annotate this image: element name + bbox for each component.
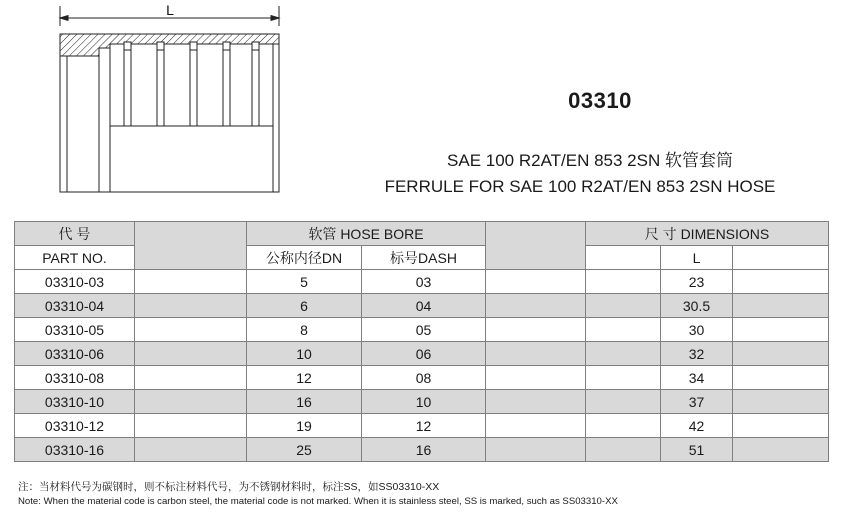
- table-row: [15, 438, 829, 462]
- header-blank: [733, 246, 829, 270]
- spec-table: [14, 221, 829, 462]
- blank-cell: [586, 438, 661, 462]
- dash-cell: 06: [362, 342, 486, 366]
- blank-cell: [135, 414, 247, 438]
- ferrule-body: [60, 34, 279, 192]
- dimension-label: L: [166, 2, 174, 18]
- header-dash: 标号DASH: [362, 246, 486, 270]
- length-cell: 42: [661, 414, 733, 438]
- blank-cell: [486, 438, 586, 462]
- header-blank: [486, 222, 586, 270]
- dn-cell: 16: [247, 390, 362, 414]
- dn-cell: 8: [247, 318, 362, 342]
- table-row: [15, 318, 829, 342]
- length-cell: 23: [661, 270, 733, 294]
- length-cell: 37: [661, 390, 733, 414]
- blank-cell: [586, 366, 661, 390]
- length-cell: 32: [661, 342, 733, 366]
- notes: [18, 480, 828, 509]
- blank-cell: [135, 294, 247, 318]
- blank-cell: [486, 270, 586, 294]
- part-no-cell: 03310-16: [15, 438, 135, 462]
- blank-cell: [486, 390, 586, 414]
- header-part-no-cn: 代 号: [15, 222, 135, 246]
- blank-cell: [733, 438, 829, 462]
- blank-cell: [486, 414, 586, 438]
- title-chinese: SAE 100 R2AT/EN 853 2SN 软管套筒: [447, 151, 733, 170]
- part-no-cell: 03310-12: [15, 414, 135, 438]
- blank-cell: [486, 294, 586, 318]
- header-part-no-en: PART NO.: [15, 246, 135, 270]
- blank-cell: [486, 366, 586, 390]
- length-cell: 34: [661, 366, 733, 390]
- blank-cell: [586, 270, 661, 294]
- header-dn: 公称内径DN: [247, 246, 362, 270]
- ferrule-drawing: [40, 0, 300, 200]
- blank-cell: [135, 438, 247, 462]
- dn-cell: 19: [247, 414, 362, 438]
- note-english: Note: When the material code is carbon steel, the material code is not marked. When it is stainless steel, SS is marked, such as SS03310-XX: [18, 496, 618, 507]
- table-row: [15, 294, 829, 318]
- blank-cell: [135, 366, 247, 390]
- dn-cell: 6: [247, 294, 362, 318]
- blank-cell: [733, 414, 829, 438]
- table-row: [15, 366, 829, 390]
- blank-cell: [586, 294, 661, 318]
- blank-cell: [486, 342, 586, 366]
- blank-cell: [733, 342, 829, 366]
- header-blank: [586, 246, 661, 270]
- note-chinese: 注：当材料代号为碳钢时，则不标注材料代号，为不锈钢材料时，标注SS，如SS03310-XX: [18, 481, 440, 493]
- table-row: [15, 342, 829, 366]
- dn-cell: 12: [247, 366, 362, 390]
- dash-cell: 03: [362, 270, 486, 294]
- dn-cell: 10: [247, 342, 362, 366]
- dash-cell: 05: [362, 318, 486, 342]
- part-no-cell: 03310-04: [15, 294, 135, 318]
- blank-cell: [733, 390, 829, 414]
- dash-cell: 16: [362, 438, 486, 462]
- table-row: [15, 390, 829, 414]
- part-no-cell: 03310-03: [15, 270, 135, 294]
- blank-cell: [733, 366, 829, 390]
- header-l: L: [661, 246, 733, 270]
- blank-cell: [586, 414, 661, 438]
- header-row-1: [15, 222, 829, 246]
- part-no-cell: 03310-06: [15, 342, 135, 366]
- part-no-cell: 03310-08: [15, 366, 135, 390]
- blank-cell: [586, 342, 661, 366]
- table-row: [15, 414, 829, 438]
- blank-cell: [733, 318, 829, 342]
- blank-cell: [586, 390, 661, 414]
- table-row: [15, 270, 829, 294]
- blank-cell: [733, 270, 829, 294]
- dash-cell: 10: [362, 390, 486, 414]
- blank-cell: [486, 318, 586, 342]
- dn-cell: 25: [247, 438, 362, 462]
- wall-section: [60, 34, 279, 56]
- dn-cell: 5: [247, 270, 362, 294]
- blank-cell: [135, 342, 247, 366]
- dash-cell: 08: [362, 366, 486, 390]
- title-english: FERRULE FOR SAE 100 R2AT/EN 853 2SN HOSE: [384, 177, 776, 196]
- part-code: 03310: [568, 88, 632, 113]
- blank-cell: [586, 318, 661, 342]
- length-cell: 51: [661, 438, 733, 462]
- blank-cell: [135, 318, 247, 342]
- header-dimensions: 尺 寸 DIMENSIONS: [586, 222, 829, 246]
- length-cell: 30.5: [661, 294, 733, 318]
- blank-cell: [733, 294, 829, 318]
- blank-cell: [135, 390, 247, 414]
- header-blank: [135, 222, 247, 270]
- header-hose-bore: 软管 HOSE BORE: [247, 222, 486, 246]
- dash-cell: 04: [362, 294, 486, 318]
- blank-cell: [135, 270, 247, 294]
- part-no-cell: 03310-05: [15, 318, 135, 342]
- part-no-cell: 03310-10: [15, 390, 135, 414]
- dash-cell: 12: [362, 414, 486, 438]
- length-cell: 30: [661, 318, 733, 342]
